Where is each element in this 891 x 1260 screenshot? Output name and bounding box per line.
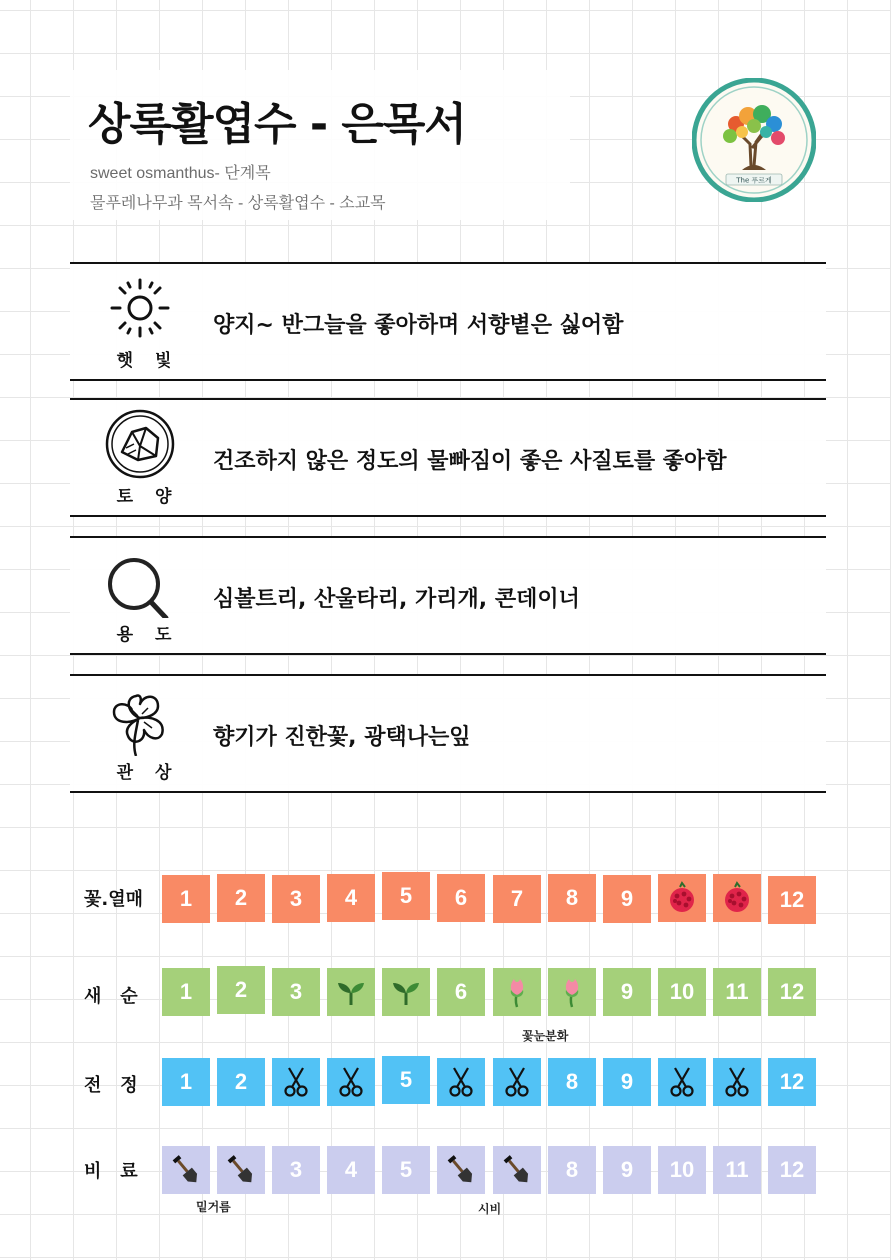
scissors-icon (493, 1058, 541, 1106)
section-description: 심볼트리, 산울타리, 가리개, 콘데이너 (213, 587, 580, 612)
sun-icon (102, 272, 178, 344)
clover-icon (102, 684, 178, 756)
section-label: 햇 빛 (116, 351, 180, 371)
month-cell: 7 (493, 875, 541, 923)
month-cell: 10 (658, 1146, 706, 1194)
month-cell: 1 (162, 968, 210, 1016)
section-description: 건조하지 않은 정도의 물빠짐이 좋은 사질토를 좋아함 (213, 449, 727, 474)
month-cell: 6 (437, 968, 485, 1016)
shovel-icon (217, 1146, 265, 1194)
soil-rock-icon (102, 408, 178, 480)
shovel-icon (162, 1146, 210, 1194)
month-cell: 11 (713, 1146, 761, 1194)
month-cell: 9 (603, 1146, 651, 1194)
month-cell: 3 (272, 875, 320, 923)
month-cell: 10 (658, 968, 706, 1016)
month-cell: 9 (603, 875, 651, 923)
section-description: 향기가 진한꽃, 광택나는잎 (213, 725, 471, 750)
scissors-icon (327, 1058, 375, 1106)
month-cell: 8 (548, 874, 596, 922)
month-cell: 12 (768, 1058, 816, 1106)
month-cell: 11 (713, 968, 761, 1016)
row-label-fertilizer: 비 료 (84, 1161, 138, 1182)
month-cell: 12 (768, 968, 816, 1016)
top-dressing-note: 시비 (478, 1202, 502, 1216)
month-cell: 3 (272, 1146, 320, 1194)
month-cell: 6 (437, 874, 485, 922)
sprout-icon (382, 968, 430, 1016)
month-cell: 2 (217, 966, 265, 1014)
month-cell: 1 (162, 1058, 210, 1106)
section-label: 토 양 (116, 487, 180, 507)
row-label-flower-fruit: 꽃.열매 (84, 889, 144, 910)
month-cell: 12 (768, 1146, 816, 1194)
berry-icon (713, 874, 761, 922)
month-cell: 4 (327, 1146, 375, 1194)
page-title: 상록활엽수 - 은목서 (88, 99, 466, 150)
month-cell: 9 (603, 1058, 651, 1106)
month-cell: 5 (382, 872, 430, 920)
magnifier-icon (102, 546, 178, 618)
row-label-new-shoots: 새 순 (84, 986, 138, 1007)
month-cell: 2 (217, 1058, 265, 1106)
month-cell: 12 (768, 876, 816, 924)
month-cell: 3 (272, 968, 320, 1016)
month-cell: 1 (162, 875, 210, 923)
scissors-icon (658, 1058, 706, 1106)
shovel-icon (437, 1146, 485, 1194)
section-label: 용 도 (116, 625, 180, 645)
month-cell: 4 (327, 874, 375, 922)
flower-bud-icon (493, 968, 541, 1016)
shovel-icon (493, 1146, 541, 1194)
classification: 물푸레나무과 목서속 - 상록활엽수 - 소교목 (90, 195, 386, 212)
english-name: sweet osmanthus- 단계목 (90, 165, 271, 182)
section-label: 관 상 (116, 763, 180, 783)
scissors-icon (713, 1058, 761, 1106)
row-label-pruning: 전 정 (84, 1075, 138, 1096)
flower-bud-icon (548, 968, 596, 1016)
berry-icon (658, 874, 706, 922)
section-ornamental (70, 674, 826, 793)
section-usage (70, 536, 826, 655)
scissors-icon (437, 1058, 485, 1106)
logo-text: The 푸르게 (736, 176, 772, 185)
base-fertilizer-note: 밑거름 (196, 1200, 231, 1214)
month-cell: 9 (603, 968, 651, 1016)
section-soil (70, 398, 826, 517)
month-cell: 8 (548, 1146, 596, 1194)
month-cell: 8 (548, 1058, 596, 1106)
month-cell: 5 (382, 1146, 430, 1194)
month-cell: 5 (382, 1056, 430, 1104)
sprout-icon (327, 968, 375, 1016)
section-sunlight (70, 262, 826, 381)
bud-differentiation-note: 꽃눈분화 (522, 1029, 569, 1043)
month-cell: 2 (217, 874, 265, 922)
section-description: 양지~ 반그늘을 좋아하며 서향볕은 싫어함 (213, 313, 624, 338)
scissors-icon (272, 1058, 320, 1106)
brand-logo (692, 78, 816, 202)
